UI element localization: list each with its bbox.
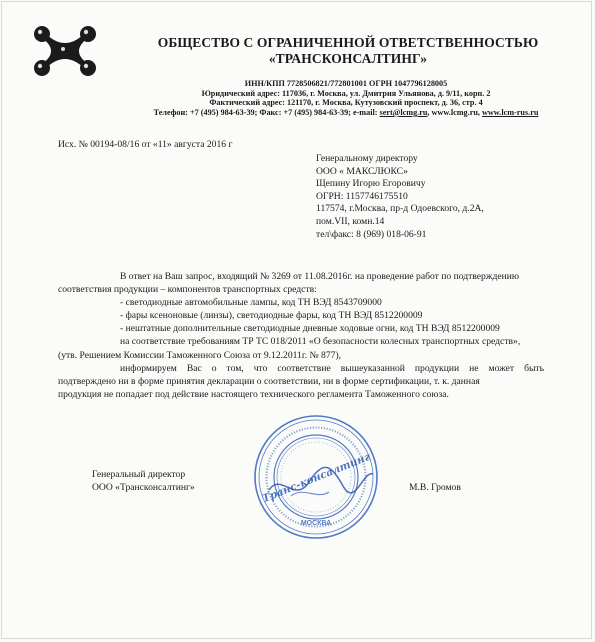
position-line: ООО «Трансконсалтинг» [92, 481, 195, 493]
product-item: - фары ксеноновые (линзы), светодиодные фары, код ТН ВЭД 8512200009 [120, 310, 423, 322]
product-item: - нештатные дополнительные светодиодные дневные ходовые огни, код ТН ВЭД 8512200009 [120, 323, 500, 335]
body-line: подтверждено ни в форме принятия декларации о соответствии, ни в форме сертификации, т. к. данная [58, 375, 480, 387]
addressee-line: Генеральному директору [316, 153, 418, 164]
addressee-line: ОГРН: 1157746175510 [316, 190, 408, 202]
addressee-line: Щепину Игорю Егоровичу [316, 178, 426, 190]
addressee-line: пом.VII, комн.14 [316, 215, 385, 227]
signatory-name: М.В. Громов [409, 482, 461, 493]
addressee-line: тел\факс: 8 (969) 018-06-91 [316, 228, 427, 240]
body-line: В ответ на Ваш запрос, входящий № 3269 от 11.08.2016г. на проведение работ по подтверждению [120, 271, 520, 282]
stamp-city: МОСКВА [300, 520, 332, 527]
email-link[interactable]: sert@lcmg.ru [379, 107, 428, 117]
addressee-line: 117574, г.Москва, пр-д Одоевского, д.2А, [316, 203, 484, 215]
company-logo-icon [30, 22, 100, 80]
outgoing-number: Исх. № 00194-08/16 от «11» августа 2016 г [58, 139, 233, 150]
company-stamp [251, 412, 381, 542]
legal-address: Юридический адрес: 117036, г. Москва, ул. Дмитрия Ульянова, д. 9/11, корп. 2 [201, 88, 491, 98]
body-line: продукция не попадает под действие настоящего технического регламента Таможенного союза. [58, 388, 449, 400]
stamp-center-text: Транс-консалтинг [260, 450, 373, 506]
website-link[interactable]: www.lcm-rus.ru [481, 107, 539, 117]
letter-body [58, 270, 544, 401]
addressee-line: ООО « МАКСЛЮКС» [316, 165, 408, 177]
body-line: соответствия продукции – компонентов транспортных средств: [58, 284, 317, 296]
company-title-line2: «ТРАНСКОНСАЛТИНГ» [268, 51, 428, 66]
body-line: (утв. Решением Комиссии Таможенного Союза от 9.12.2011г. № 877), [58, 349, 342, 361]
addressee-block [316, 153, 484, 241]
body-line: на соответствие требованиям ТР ТС 018/2011 «О безопасности колесных транспортных средств», [120, 336, 521, 348]
product-item: - светодиодные автомобильные лампы, код ТН ВЭД 8543709000 [120, 297, 382, 309]
actual-address: Фактический адрес: 121170, г. Москва, Кутузовский проспект, д. 36, стр. 4 [209, 98, 483, 108]
company-requisites [108, 79, 584, 117]
company-title [108, 35, 588, 67]
www-prefix: , www.lcmg.ru, [427, 107, 482, 117]
inn-line: ИНН/КПП 7728506821/772801001 ОГРН 1047796128005 [244, 79, 448, 88]
signatory-position [92, 469, 195, 494]
company-title-line1: ОБЩЕСТВО С ОГРАНИЧЕННОЙ ОТВЕТСТВЕННОСТЬЮ [157, 35, 539, 50]
position-line: Генеральный директор [92, 469, 186, 480]
contacts-prefix: Телефон: +7 (495) 984-63-39; Факс: +7 (495) 984-63-39; e-mail: [153, 107, 380, 117]
body-line: информируем Вас о том, что соответствие вышеуказанной продукции не может быть [120, 362, 544, 374]
contacts-line [108, 108, 584, 118]
